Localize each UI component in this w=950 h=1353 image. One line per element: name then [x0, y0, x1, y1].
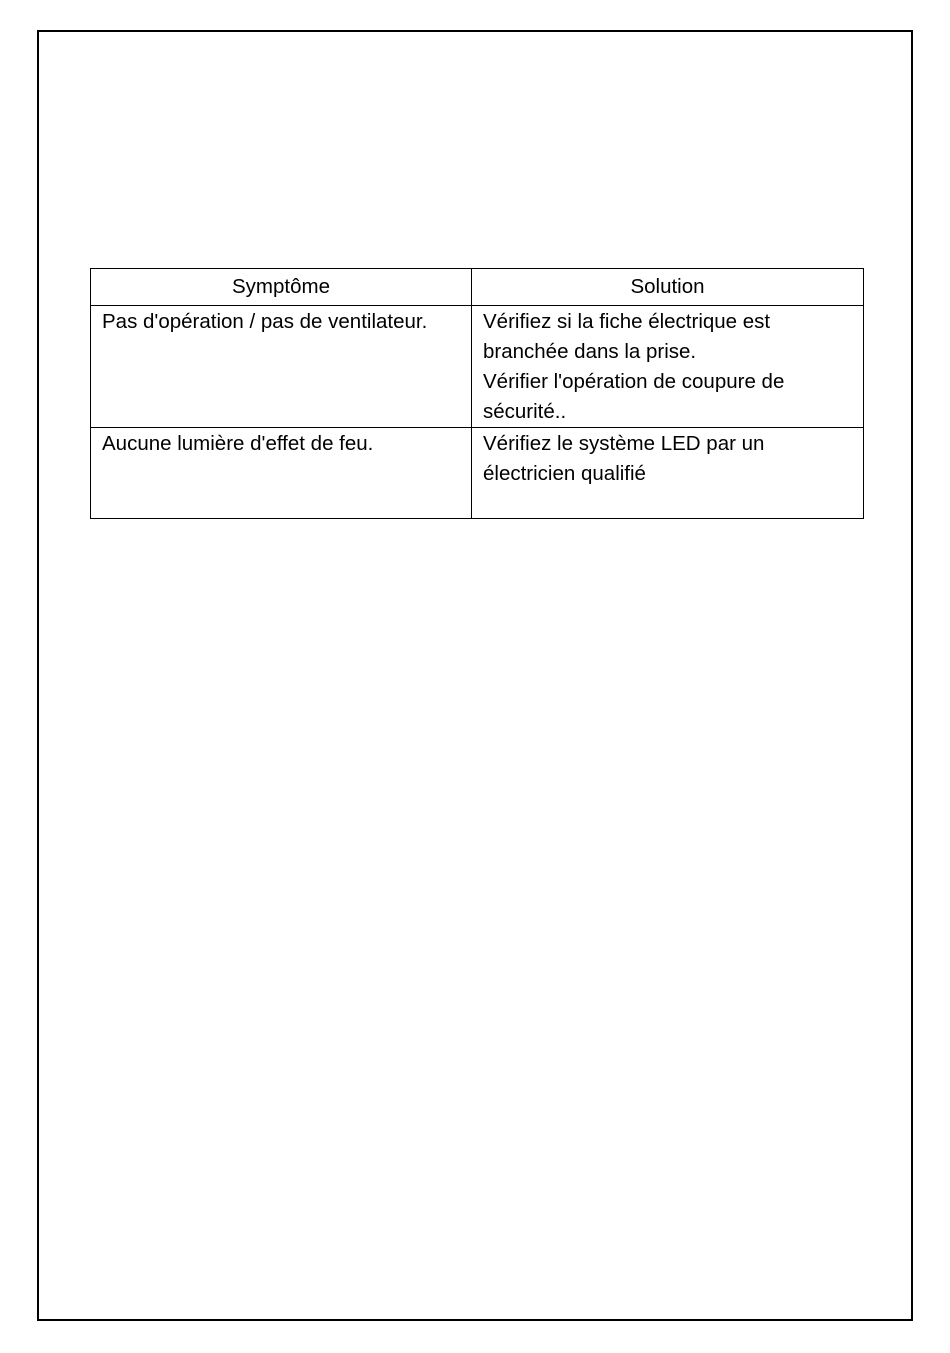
symptom-cell: Pas d'opération / pas de ventilateur.	[91, 306, 472, 428]
solution-cell	[472, 428, 864, 519]
solution-line: Vérifiez si la fiche électrique est	[483, 310, 771, 333]
solution-line: branchée dans la prise.	[483, 340, 697, 363]
solution-cell	[472, 306, 864, 428]
page-border	[37, 30, 913, 1321]
solution-line: sécurité..	[483, 400, 567, 423]
header-symptom: Symptôme	[91, 269, 472, 306]
symptom-cell: Aucune lumière d'effet de feu.	[91, 428, 472, 519]
solution-line: Vérifier l'opération de coupure de	[483, 370, 785, 393]
table-row	[91, 428, 864, 519]
header-solution: Solution	[472, 269, 864, 306]
table-row	[91, 306, 864, 428]
solution-line: Vérifiez le système LED par un	[483, 432, 765, 455]
solution-line: électricien qualifié	[483, 462, 646, 485]
table-header-row	[91, 269, 864, 306]
troubleshooting-table	[90, 268, 864, 519]
